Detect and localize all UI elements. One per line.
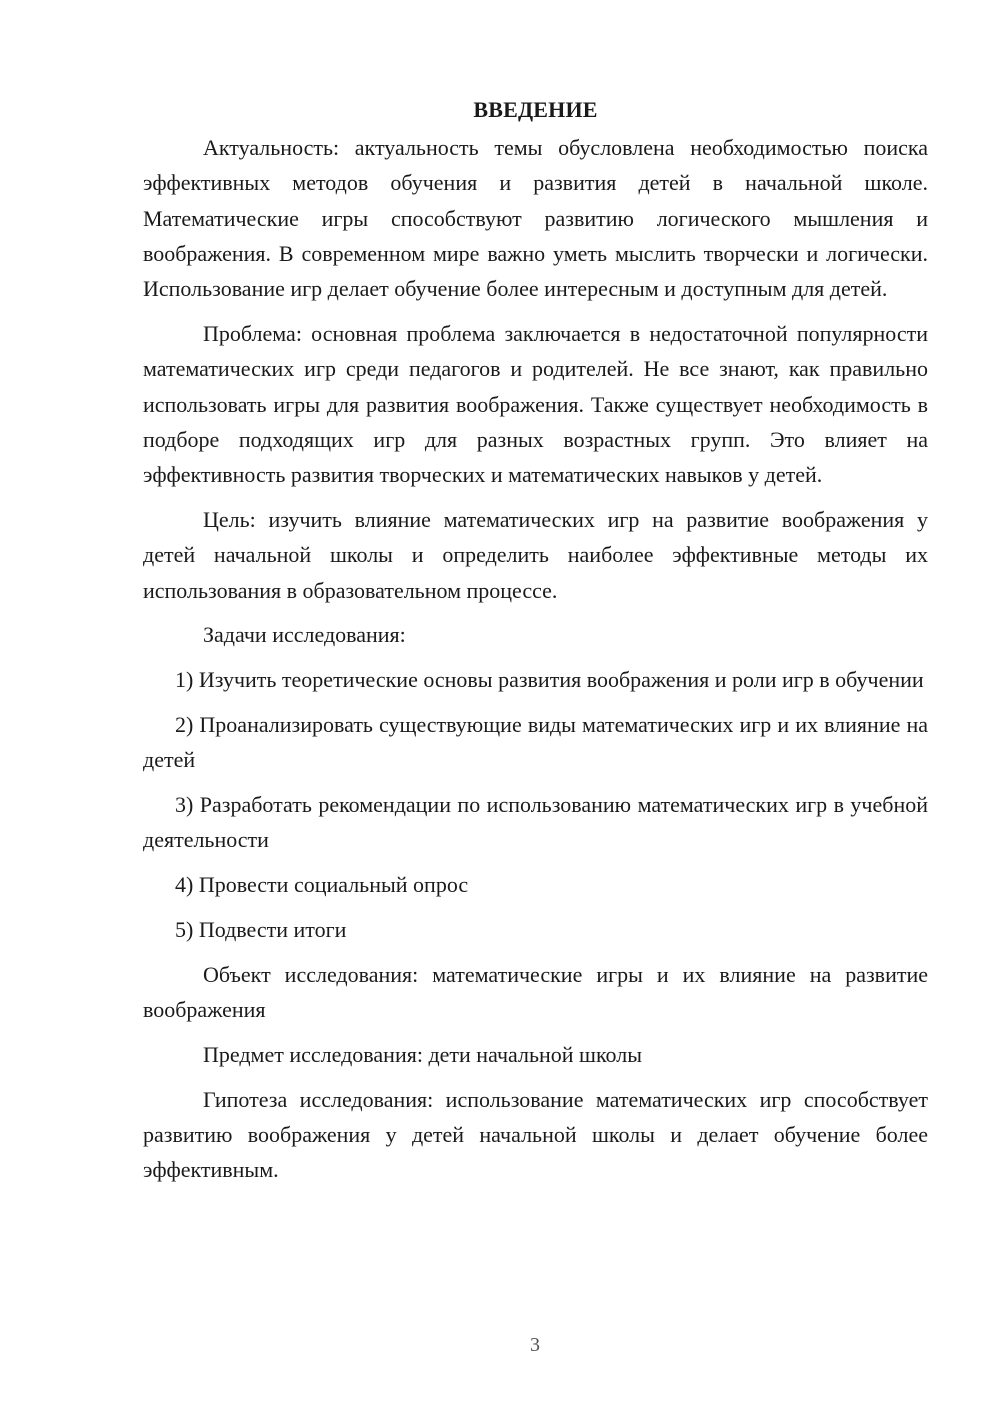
paragraph-subject: Предмет исследования: дети начальной школы	[203, 1041, 643, 1067]
task-item: 4) Провести социальный опрос	[175, 872, 469, 898]
task-item: 3) Разработать рекомендации по использованию математических игр в учебной деятельности	[143, 792, 928, 853]
page-number: 3	[530, 1334, 540, 1356]
paragraph-hypothesis: Гипотеза исследования: использование математических игр способствует развитию воображения у детей начальной школы и делает обучение более эффективным.	[143, 1086, 928, 1183]
document-page	[143, 92, 928, 1197]
paragraph-tasks-heading: Задачи исследования:	[203, 622, 406, 648]
paragraph-object: Объект исследования: математические игры и их влияние на развитие воображения	[143, 961, 928, 1023]
task-item: 1) Изучить теоретические основы развития воображения и роли игр в обучении	[175, 667, 924, 693]
task-item: 5) Подвести итоги	[175, 916, 347, 942]
paragraph-goal: Цель: изучить влияние математических игр на развитие воображения у детей начальной школы и определить наиболее эффективные методы их использования в образовательном процессе.	[143, 506, 928, 603]
document-title: ВВЕДЕНИЕ	[473, 97, 598, 122]
paragraph-relevance: Актуальность: актуальность темы обусловлена необходимостью поиска эффективных методов обучения и развития детей в начальной школе. Математические игры способствуют развитию логического мышления и воображения. В современном мире важно уметь мыслить творчески и логически. Использование игр делает обучение более интересным и доступным для детей.	[143, 135, 928, 302]
paragraph-problem: Проблема: основная проблема заключается в недостаточной популярности математических игр среди педагогов и родителей. Не все знают, как правильно использовать игры для развития воображения. Также существует необходимость в подборе подходящих игр для разных возрастных групп. Это влияет на эффективность развития творческих и математических навыков у детей.	[143, 320, 928, 488]
task-item: 2) Проанализировать существующие виды математических игр и их влияние на детей	[143, 711, 928, 773]
